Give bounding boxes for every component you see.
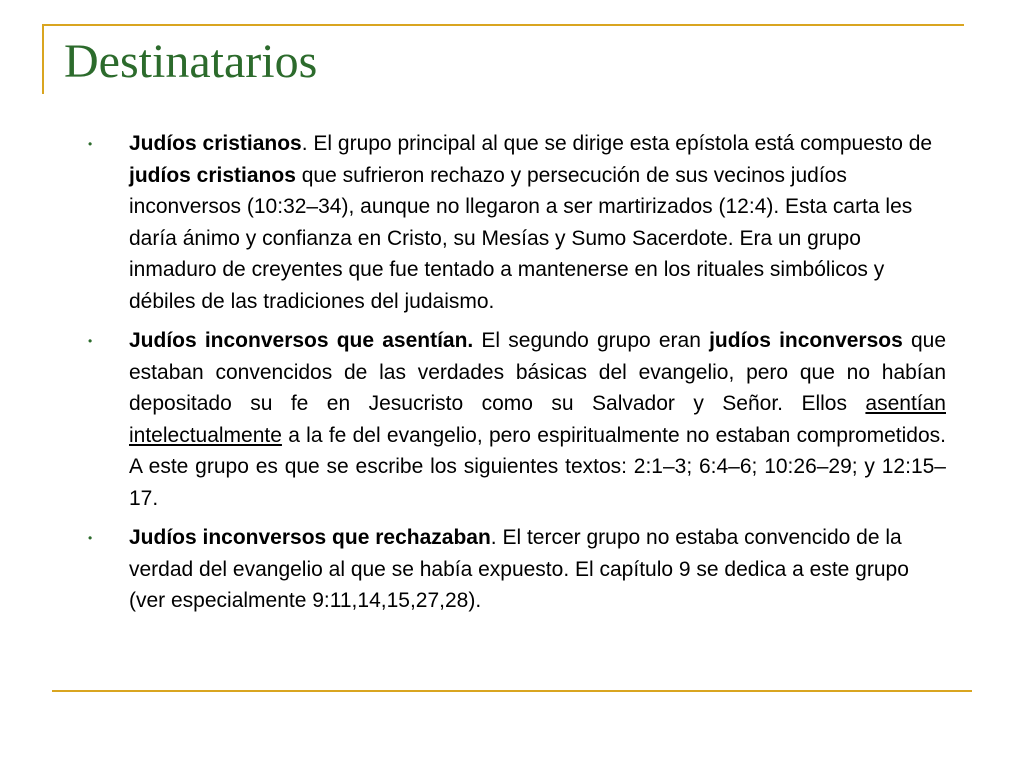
- bullet-item-jewish-christians: [88, 128, 946, 317]
- bullet-text-part: que sufrieron rechazo y persecución de sus vecinos judíos inconversos (10:32–34), aunque no llegaron a ser martirizados (12:4). Esta carta les daría ánimo y confianza en Cristo, su Mesías y Sumo Sacerdote. Era un grupo inmaduro de creyentes que fue tentado a mantenerse en los rituales simbólicos y débiles de las tradiciones del judaismo.: [129, 163, 913, 313]
- bullet-item-rejecting-jews: [88, 522, 946, 617]
- bullet-text: [129, 329, 946, 510]
- bullet-lead: Judíos inconversos que rechazaban: [129, 526, 491, 549]
- bullet-text-part: . El tercer grupo no estaba convencido de la verdad del evangelio al que se había expuesto. El capítulo 9 se dedica a este grupo (ver especialmente 9:11,14,15,27,28).: [129, 526, 909, 612]
- bullet-lead: Judíos cristianos: [129, 132, 302, 155]
- bullet-lead: Judíos inconversos que asentían.: [129, 329, 474, 352]
- bullet-item-assenting-jews: [88, 325, 946, 514]
- bullet-text-part: a la fe del evangelio, pero espiritualmente no estaban comprometidos. A este grupo es que se escribe los siguientes textos: 2:1–3; 6:4–6; 10:26–29; y 12:15–17.: [129, 423, 946, 510]
- top-rule: [42, 24, 964, 26]
- bullet-text: [129, 132, 932, 313]
- bottom-rule: [52, 690, 972, 692]
- bullet-underlined: asentían intelectualmente: [129, 392, 946, 447]
- bullet-text: [129, 526, 909, 612]
- bullet-dot-icon: •: [88, 531, 93, 545]
- bullet-list: [88, 128, 946, 625]
- bullet-text-part: . El grupo principal al que se dirige esta epístola está compuesto de: [301, 132, 933, 155]
- slide-title: Destinatarios: [64, 35, 318, 88]
- bullet-emphasis: judíos inconversos: [709, 329, 903, 352]
- bullet-text-part: El segundo grupo eran: [473, 329, 710, 352]
- bullet-text-part: que estaban convencidos de las verdades básicas del evangelio, pero que no habían depositado su fe en Jesucristo como su Salvador y Señor. Ellos: [129, 329, 946, 415]
- bullet-emphasis: judíos cristianos: [129, 163, 296, 187]
- bullet-dot-icon: •: [88, 334, 93, 348]
- bullet-dot-icon: •: [88, 137, 93, 151]
- left-rule: [42, 24, 44, 94]
